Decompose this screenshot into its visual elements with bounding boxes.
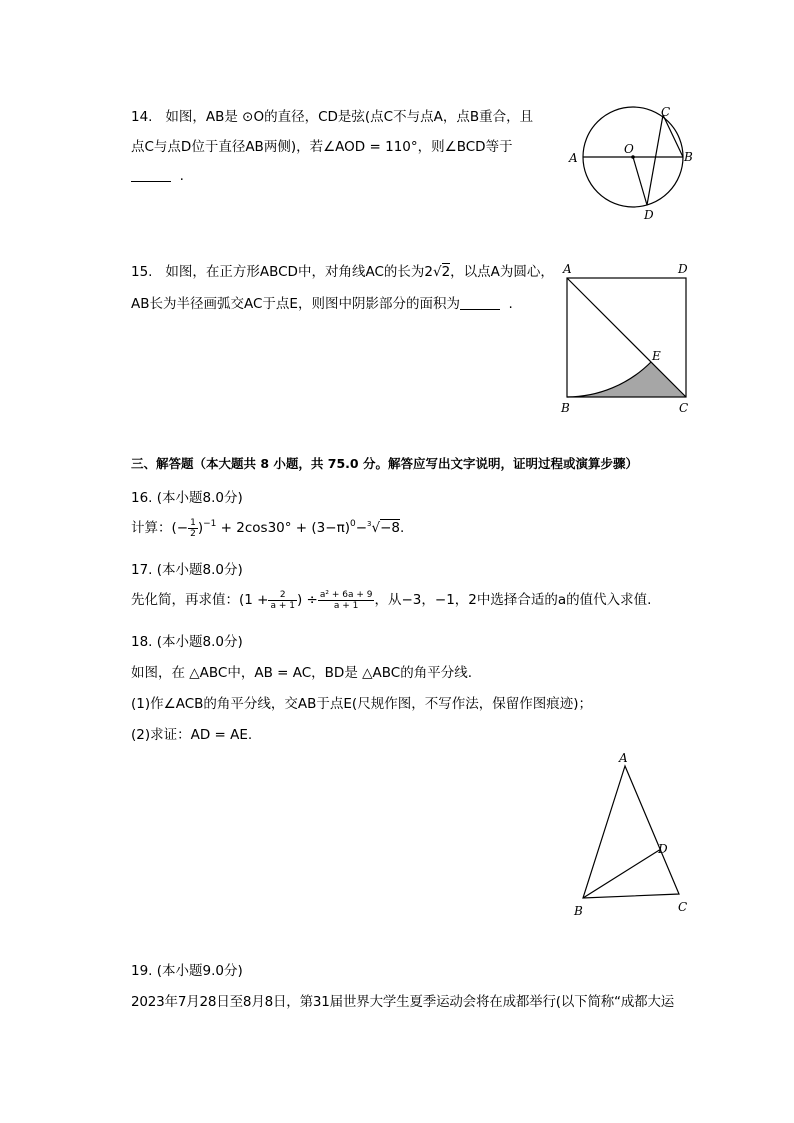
q16-paren: ) <box>197 520 204 536</box>
q16-frac-num: 1 <box>190 517 196 528</box>
chord-cb <box>663 115 683 157</box>
q15-line1-b: ，以点A为圆心， <box>450 264 554 280</box>
q15-number-and-line1 <box>131 260 554 280</box>
q15-sqrt-radicand: 2 <box>441 264 451 280</box>
label-c: C <box>678 900 688 914</box>
q14-period: . <box>179 168 184 184</box>
q16-middle: + 2cos30° + (3−π) <box>216 520 350 536</box>
label-d: D <box>644 208 654 222</box>
section-3-title: 三、解答题（本大题共 8 小题，共 75.0 分。解答应写出文字说明，证明过程或演算步骤） <box>131 456 638 471</box>
q16-root-index: 3 <box>367 520 372 528</box>
q15-answer-blank[interactable] <box>460 297 500 310</box>
q15-period: . <box>508 296 513 312</box>
label-e: E <box>652 349 661 363</box>
q16-exponent-zero: 0 <box>349 519 356 529</box>
q18-header: 18. (本小题8.0分) <box>131 634 243 650</box>
q14-answer-blank[interactable] <box>131 169 171 182</box>
q17-f1-num: 2 <box>268 590 297 601</box>
q17-f2-num: a² + 6a + 9 <box>319 589 373 600</box>
q17-f1-den: a + 1 <box>270 600 295 611</box>
q18-line1: 如图，在 △ABC中，AB = AC，BD是 △ABC的角平分线. <box>131 665 472 681</box>
q16-fraction <box>188 518 198 539</box>
q17-f2-den: a + 1 <box>333 600 359 611</box>
q16-header: 16. (本小题8.0分) <box>131 490 243 506</box>
q15-line2: AB长为半径画弧交AC于点E，则图中阴影部分的面积为 <box>131 296 460 312</box>
q14-circle-figure <box>560 100 700 225</box>
q15-line1-a: 如图，在正方形ABCD中，对角线AC的长为2 <box>165 264 433 280</box>
label-b: B <box>574 904 583 918</box>
q14-number-and-line1 <box>131 105 533 125</box>
sqrt-symbol: √ <box>432 264 442 280</box>
q14-number: 14. <box>131 109 153 125</box>
label-b: B <box>561 401 570 415</box>
q16-exponent: −1 <box>203 519 217 529</box>
q17-divide: ) ÷ <box>296 592 318 608</box>
q17-expression <box>131 588 651 611</box>
label-b: B <box>684 150 693 164</box>
label-o: O <box>624 142 634 156</box>
diagonal-ac <box>567 278 686 397</box>
q16-prefix: 计算：(− <box>131 520 189 536</box>
label-c: C <box>679 401 689 415</box>
q17-fraction-2 <box>318 590 375 611</box>
q18-line2: (1)作∠ACB的角平分线，交AB于点E(尺规作图，不写作法，保留作图痕迹)； <box>131 696 592 712</box>
q15-line2-row <box>131 292 513 312</box>
q18-triangle-figure <box>565 748 695 923</box>
q14-line2: 点C与点D位于直径AB两侧)，若∠AOD = 110°，则∠BCD等于 <box>131 139 513 155</box>
q16-minus: − <box>355 520 368 536</box>
bisector-bd <box>583 849 661 898</box>
q16-expression <box>131 516 404 539</box>
chord-cd <box>647 115 663 205</box>
q16-radicand: −8 <box>380 520 401 536</box>
q14-line1: 如图，AB是 ⊙O的直径，CD是弦(点C不与点A，点B重合，且 <box>165 109 534 125</box>
q16-end: . <box>400 520 405 536</box>
label-a: A <box>569 151 578 165</box>
cube-root-symbol: √ <box>371 520 381 536</box>
label-d: D <box>658 842 668 856</box>
q17-prefix: 先化简，再求值：(1 + <box>131 592 269 608</box>
label-a: A <box>563 262 572 276</box>
triangle-abc <box>583 766 679 898</box>
radius-od <box>633 157 647 205</box>
q16-frac-den: 2 <box>190 528 196 539</box>
q15-square-figure <box>555 258 700 418</box>
q17-header: 17. (本小题8.0分) <box>131 562 243 578</box>
q19-header: 19. (本小题9.0分) <box>131 963 243 979</box>
q18-line3: (2)求证：AD = AE. <box>131 727 253 743</box>
label-c: C <box>661 105 671 119</box>
q17-fraction-1 <box>268 590 297 611</box>
q14-line3 <box>131 168 184 184</box>
label-a: A <box>619 751 628 765</box>
label-d: D <box>678 262 688 276</box>
q17-tail: ，从−3，−1，2中选择合适的a的值代入求值. <box>374 592 652 608</box>
q15-number: 15. <box>131 264 153 280</box>
q19-line1: 2023年7月28日至8月8日，第31届世界大学生夏季运动会将在成都举行(以下简称“成都大运 <box>131 994 675 1010</box>
